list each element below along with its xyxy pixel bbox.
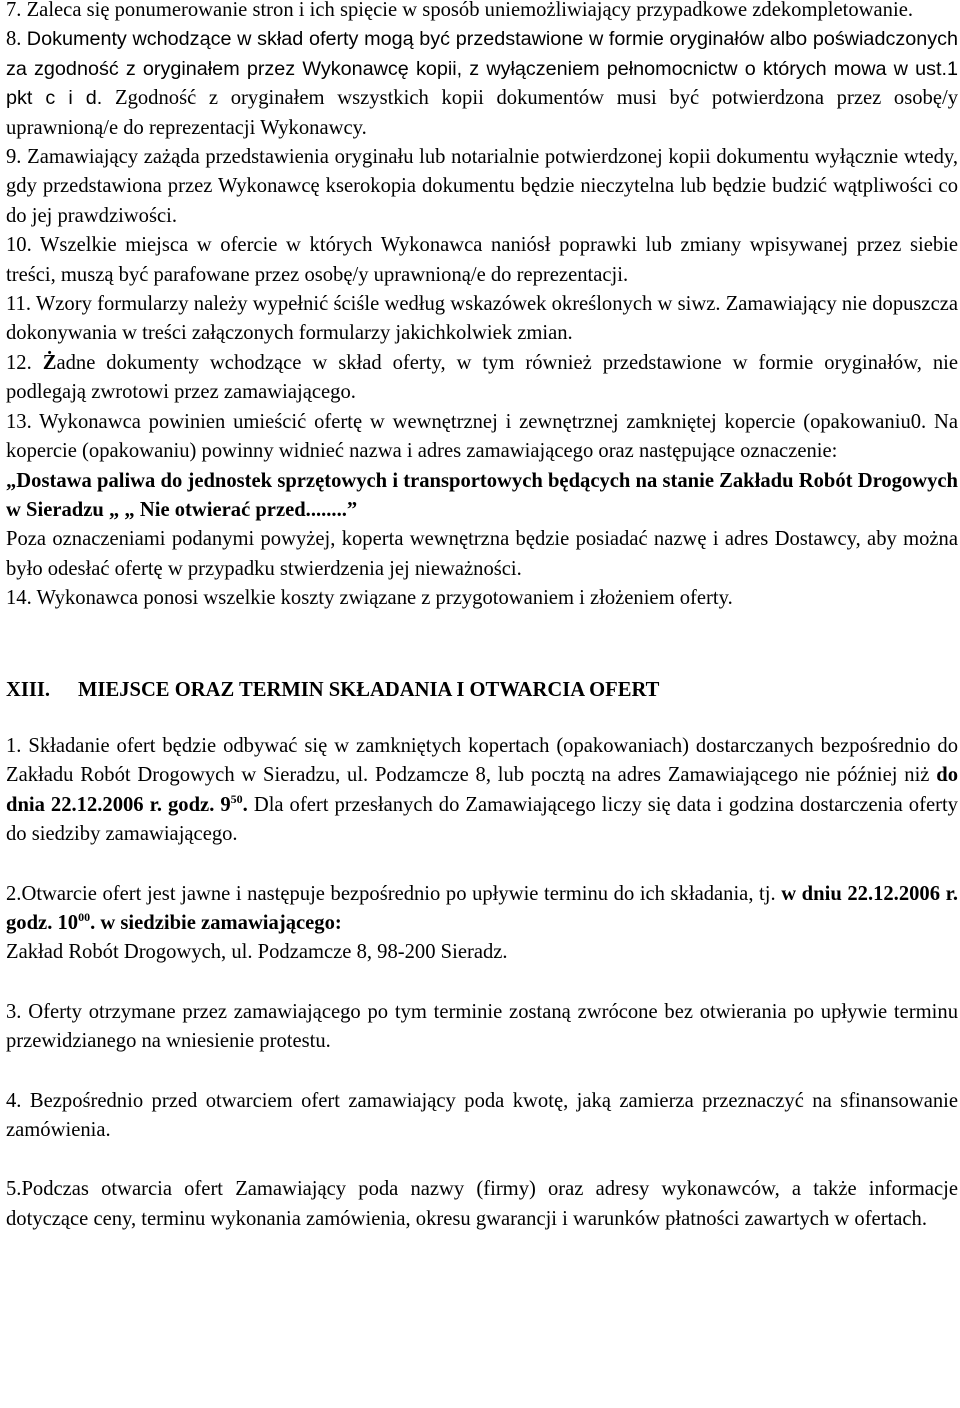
paragraph-1-dot: . [242, 793, 248, 816]
paragraph-1-text-a: 1. Składanie ofert będzie odbywać się w zamkniętych kopertach (opakowaniach) dostarczanych bezpośrednio do Zakładu Robót Drogowych w Sieradzu, ul. Podzamcze 8, lub pocztą na adres Zamawiającego nie później niż [6, 734, 958, 787]
item-9-text: Zamawiający zażąda przedstawienia oryginału lub notarialnie potwierdzonej kopii dokumentu wyłącznie wtedy, gdy przedstawiona przez Wykonawcę kserokopia dokumentu będzie nieczytelna lub będzie budzić wątpliwości co do jej prawdziwości. [6, 146, 958, 227]
item-10: 10. Wszelkie miejsca w ofercie w których Wykonawca naniósł poprawki lub zmiany wpisywanej przez siebie treści, muszą być parafowane przez osobę/y uprawnioną/e do reprezentacji. [6, 234, 958, 286]
item-9-number: 9. [6, 146, 28, 169]
item-9 [6, 143, 958, 231]
section-heading [6, 676, 958, 705]
section-paragraph-2 [6, 880, 958, 939]
document-page [6, 0, 958, 1234]
section-paragraph-1 [6, 732, 958, 850]
section-paragraph-5: 5.Podczas otwarcia ofert Zamawiający poda nazwy (firmy) oraz adresy wykonawców, a także informacje dotyczące ceny, terminu wykonania zamówienia, okresu gwarancji i warunków płatności zawartych w ofertach. [6, 1178, 958, 1230]
item-12-number: 12. [6, 351, 43, 374]
paragraph-1-minutes: 50 [230, 791, 243, 806]
item-8-number: 8. [6, 28, 27, 51]
section-number: XIII. [6, 678, 51, 701]
section-paragraph-4: 4. Bezpośrednio przed otwarciem ofert zamawiający poda kwotę, jaką zamierza przeznaczyć na sfinansowanie zamówienia. [6, 1089, 958, 1141]
item-12-text-a: adne dokumenty wchodzące w skład oferty, w tym również [56, 351, 592, 374]
paragraph-2-opening-date: w dniu 22.12.2006 r. godz. 10 [6, 882, 958, 934]
item-13-marking: „Dostawa paliwa do jednostek sprzętowych i transportowych będących na stanie Zakładu Robót Drogowych w Sieradzu „ „ Nie otwierać przed........” [6, 469, 958, 521]
section-paragraph-2-address: Zakład Robót Drogowych, ul. Podzamcze 8, 98-200 Sieradz. [6, 941, 508, 964]
item-12-text-b: przedstawione w formie oryginałów, nie podlegają zwrotowi przez zamawiającego. [6, 351, 959, 404]
section-paragraph-3: 3. Oferty otrzymane przez zamawiającego po tym terminie zostaną zwrócone bez otwierania po upływie terminu przewidzianego na wniesienie protestu. [6, 1000, 958, 1053]
item-12 [6, 349, 958, 408]
item-13-tail: Poza oznaczeniami podanymi powyżej, koperta wewnętrzna będzie posiadać nazwę i adres Dostawcy, aby można było odesłać ofertę w przypadku stwierdzenia jej nieważności. [6, 528, 958, 580]
item-13: 13. Wykonawca powinien umieścić ofertę w wewnętrznej i zewnętrznej zamkniętej kopercie (opakowaniu0. Na kopercie (opakowaniu) powinny widnieć nazwa i adres zamawiającego oraz następujące oznaczenie: [6, 410, 958, 463]
item-11: 11. Wzory formularzy należy wypełnić ściśle według wskazówek określonych w siwz. Zamawiający nie dopuszcza dokonywania w treści załączonych formularzy jakichkolwiek zmian. [6, 293, 958, 345]
paragraph-2-place: . w siedzibie zamawiającego: [90, 911, 342, 934]
section-title: MIEJSCE ORAZ TERMIN SKŁADANIA I OTWARCIA OFERT [78, 678, 660, 701]
item-12-initial: Ż [42, 351, 57, 374]
item-14: 14. Wykonawca ponosi wszelkie koszty związane z przygotowaniem i złożeniem oferty. [6, 587, 733, 610]
item-8 [6, 25, 958, 143]
item-8-text-b: Zgodność z oryginałem wszystkich kopii dokumentów musi być potwierdzona przez osobę/y uprawnioną/e do reprezentacji Wykonawcy. [6, 87, 958, 139]
item-8-text-a: Dokumenty wchodzące w skład oferty mogą być przedstawione w formie oryginałów albo poświadczonych za zgodność z oryginałem przez Wykonawcę kopii, z wyłączeniem pełnomocnictw o których mowa w ust.1 pkt c i d. [6, 28, 959, 110]
paragraph-2-minutes: 00 [78, 910, 91, 925]
paragraph-2-text-a: 2.Otwarcie ofert jest jawne i następuje bezpośrednio po upływie terminu do ich składania, tj. [6, 882, 782, 905]
item-7: 7. Zaleca się ponumerowanie stron i ich spięcie w sposób uniemożliwiający przypadkowe zdekompletowanie. [6, 0, 913, 21]
paragraph-1-deadline: do dnia 22.12.2006 r. godz. 9 [6, 764, 958, 816]
paragraph-1-text-b: Dla ofert przesłanych do Zamawiającego liczy się data i godzina dostarczenia oferty do siedziby zamawiającego. [6, 793, 958, 846]
